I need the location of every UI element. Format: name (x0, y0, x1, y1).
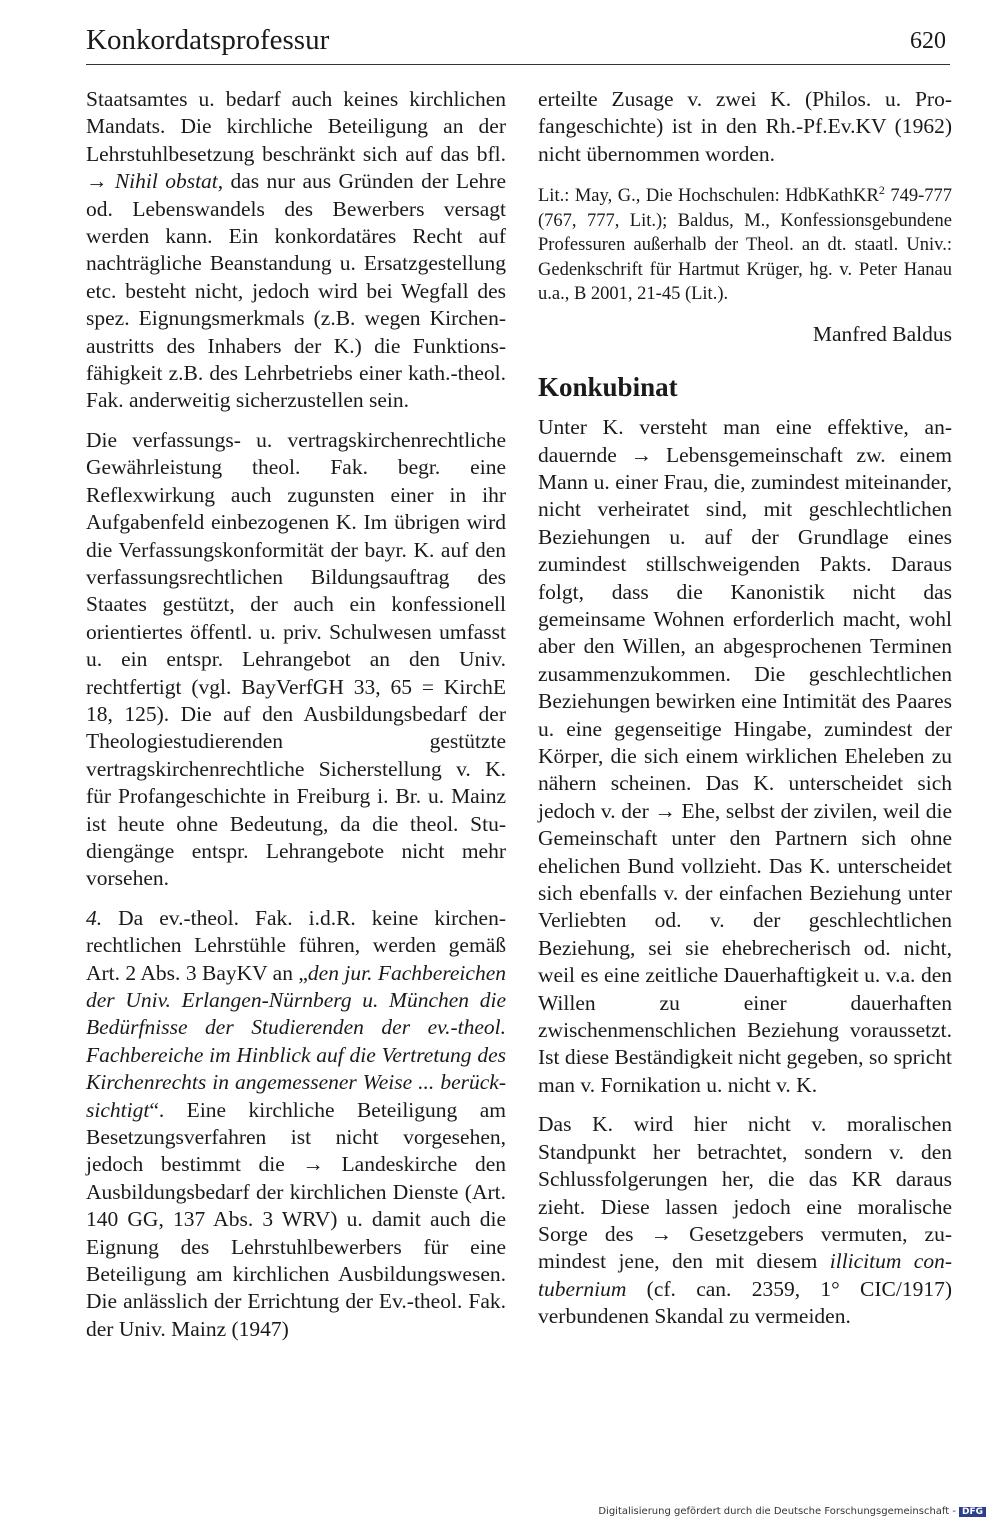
page-number: 620 (910, 28, 946, 54)
text-run: “. Eine kirchliche Beteiligung am Besetzungsverfahren ist nicht vorgesehen, jedoch bestimmt die → Landeskirche den Ausbildungsbedarf der kirchlichen Dienste (Art. 140 GG, 137 Abs. 3 WRV) u. damit auch die Eignung des Lehrstuhlbewerbers für eine Beteiligung am kirchlichen Ausbildungswesen. Die anlässlich der Errichtung der Ev.-theol. Fak. der Univ. Mainz (1947) (86, 1097, 506, 1341)
latin-term: illicitum contubernium (538, 1249, 952, 1301)
digitization-footer (598, 1506, 986, 1517)
text-run: Da ev.-theol. Fak. i.d.R. keine kirchenrechtlichen Lehrstühle führen, werden gemäß Art. 2 Abs. 3 BayKV an „ (86, 905, 506, 985)
paragraph-4 (86, 905, 506, 1344)
right-column (538, 86, 952, 1343)
text-run: (cf. can. 2359, 1° CIC/1917) verbundenen Skandal zu vermeiden. (538, 1276, 952, 1329)
paragraph-definition: Unter K. versteht man eine effektive, andauernde → Lebensgemeinschaft zw. einem Mann u. einer Frau, die, zumindest miteinander, nicht verheiratet sind, mit geschlechtlichen Beziehungen u. auf der Grundlage eines zumindest stillschweigenden Pakts. Daraus folgt, dass die Kanonistik nicht das gemeinsame Wohnen erforderlich macht, wohl aber den Willen, an abgesprochenen Terminen zusammenzukommen. Die geschlechtlichen Beziehungen bewirken eine Intimität des Paares u. eine gegenseitige Hingabe, zumindest der Körper, die sich einem wirklichen Eheleben zu nähern scheinen. Das K. unterscheidet sich jedoch v. der → Ehe, selbst der zivilen, weil die Gemeinschaft unter den Partnern sich ohne ehelichen Bund vollzieht. Das K. unterscheidet sich ebenfalls v. der einfachen Beziehung unter Verliebten od. v. der geschlechtlichen Beziehung, sei sie ehebrecherisch od. nicht, weil es eine zeitliche Dauerhaftigkeit u. v.a. den Willen zu einer dauerhaften zwischenmenschlichen Beziehung voraussetzt. Ist diese Beständigkeit nicht gegeben, so spricht man v. Fornikation u. nicht v. K. (538, 415, 952, 1097)
paragraph-mandate (86, 86, 506, 415)
text-run: Lit.: May, G., Die Hochschulen: HdbKathKR (538, 186, 879, 207)
author-signature: Manfred Baldus (812, 321, 952, 346)
text-run: Das K. wird hier nicht v. moralischen Standpunkt her betrachtet, sondern v. den Schlussfolgerungen her, die das KR daraus zieht. Diese lassen jedoch eine moralische Sorge des → Gesetzgebers vermuten, zumindest jene, den mit diesem (538, 1112, 952, 1274)
left-column (86, 86, 506, 1355)
footer-text: Digitalisierung gefördert durch die Deutsche Forschungsgemeinschaft - (598, 1506, 956, 1517)
paragraph-guarantee: Die verfassungs- u. vertragskirchenrechtliche Gewährleistung theol. Fak. begr. eine Reflexwirkung auch zugunsten einer in ihr Aufgabenfeld einbezogenen K. Im übrigen wird die Verfassungskonformität der bayr. K. auf den verfassungsrechtlichen Bildungsauftrag des Staates gestützt, der auch ein konfessionell orientiertes öffentl. u. priv. Schulwesen umfasst u. ein entspr. Lehrangebot an den Univ. rechtfertigt (vgl. BayVerfGH 33, 65 = KirchE 18, 125). Die auf den Ausbildungsbedarf der Theologiestudierenden gestützte vertragskirchenrechtliche Sicherstellung v. K. für Profangeschichte in Freiburg i. Br. u. Mainz ist heute ohne Bedeutung, da die theol. Studiengänge entspr. Lehrangebote nicht mehr vorsehen. (86, 427, 506, 891)
paragraph-continuation: erteilte Zusage v. zwei K. (Philos. u. Profangeschichte) ist in den Rh.-Pf.Ev.KV (1962) nicht übernommen worden. (538, 87, 952, 166)
text-run: , das nur aus Gründen der Lehre od. Lebenswandels des Bewerbers versagt werden kann. Ein konkordatäres Recht auf nachträgliche Beanstandung u. Ersatzgestellung etc. besteht nicht, jedoch wird bei Wegfall des spez. Eignungsmerkmals (z.B. wegen Kirchenaustritts des Inhabers der K.) die Funktionsfähigkeit z.B. des Lehrbetriebs einer kath.-theol. Fak. anderweitig sicherzustellen sein. (86, 169, 506, 413)
superscript: 2 (878, 183, 885, 198)
page-header (86, 24, 950, 65)
entry-heading: Konkubinat (538, 372, 678, 403)
text-run: 749-777 (767, 777, Lit.); Baldus, M., Konfessionsgebundene Professuren außerhalb der Theol. an dt. staatl. Univ.: Gedenkschrift für Hartmut Krüger, hg. v. Peter Hanau u.a., B 2001, 21-45 (Lit.). (538, 186, 952, 305)
text-run: Staatsamtes u. bedarf auch keines kirchlichen Mandats. Die kirchliche Beteiligung an der Lehrstuhlbesetzung beschränkt sich auf das bfl. → (86, 87, 506, 194)
quotation: den jur. Fachbereichen der Univ. Erlangen-Nürnberg u. München die Bedürfnisse der Studierenden der ev.-theol. Fachbereiche im Hinblick auf die Vertretung des Kirchenrechts in angemessener Weise ... berücksichtigt (86, 960, 506, 1122)
dfg-logo: DFG (959, 1507, 986, 1517)
section-number: 4. (86, 905, 103, 930)
cross-reference-nihil-obstat: Nihil obstat (114, 169, 218, 194)
paragraph-moral (538, 1111, 952, 1330)
literature (538, 184, 952, 307)
running-title: Konkordatsprofessur (86, 24, 330, 56)
